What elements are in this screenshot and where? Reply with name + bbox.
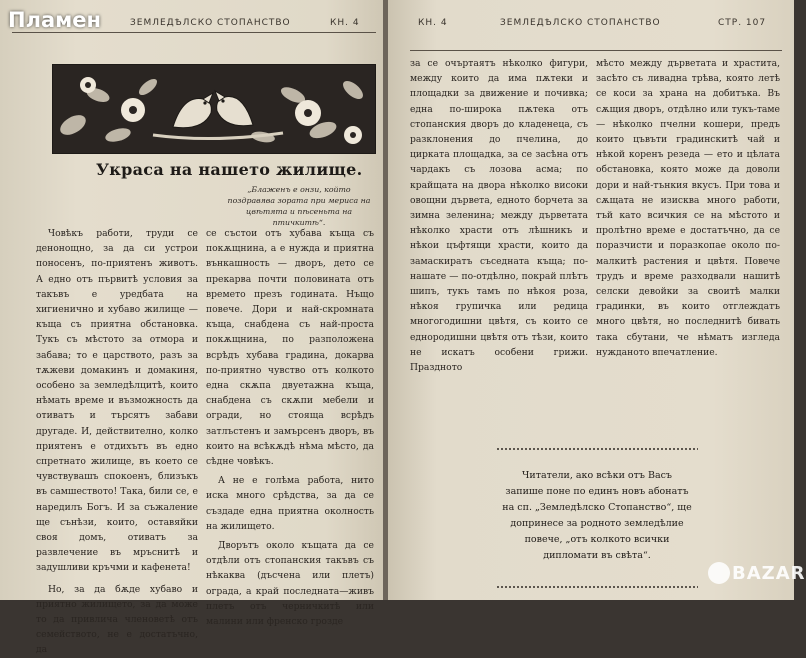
page-number: СТР. 107 (718, 18, 767, 28)
decorative-birds-illustration (52, 64, 376, 154)
paragraph: мѣсто между дърветата и храстита, засѣто съ ливадна трѣва, която летѣ се коси за храна на добитъка. Въ сѫщия дворъ, отдѣлно или тукъ-таме — нѣколко пчелни кошери, предъ които цъвъти градинскитѣ чай и нѣкой коренъ резеда — ето и цѣлата обстановка, която може да доволи дори и най-тънкия вкусъ. При това и сѫщата не изисква много работи, тъй като всичкия се на мѣстото и пролѣтно време е достатъчно, да се поразчисти и поразкопае около по-малкитѣ растения и цвѣтя. Повече трудъ и време разходвали нашитѣ селски девойки за своитѣ малки градинки, въ които отглеждатъ много цвѣтя, но последнитѣ бивать така сбутани, че нѣматъ изгледа нужданото впечатление. (596, 58, 780, 358)
subscription-notice (496, 448, 698, 588)
dotted-rule-bottom (496, 586, 698, 588)
left-issue-label: КН. 4 (330, 18, 360, 28)
left-column-2 (206, 226, 374, 629)
paragraph: се състои отъ хубава къща съ покѫщнина, а е нужда и приятна вънкашность — дворъ, дето се прекарва почти половината отъ времето презъ годината. Нъщо повече. Дори и най-скромната къща, снабдена съ най-проста покѫщнина, по разположена всрѣдъ хубава градина, докарва по-приятно чувство отъ колкото една скѫпа двуетажна къща, снабдена съ скѫпи мебели и огради, но стояща всрѣдъ затлъстенъ и замърсенъ дворъ, въ които на всѣкѫдѣ нѣма мѣсто, да сѣдне човѣкъ. (206, 228, 374, 468)
right-column-1 (410, 56, 588, 375)
bazar-logo (708, 558, 806, 588)
notice-text: Читатели, ако всѣки отъ Васъ запише поне по единъ новъ абонатъ на сп. „Земледѣлско Стопанство“, ще допринесе за родното земледѣлие повече, „отъ колкото всички дипломати въ свѣта“. (502, 470, 692, 561)
watermark-text: Пламен (8, 8, 102, 32)
right-column-2 (596, 56, 780, 360)
paragraph: А не е голѣма работа, нито иска много срѣдства, за да се създаде една приятна околность на жилището. (206, 475, 374, 532)
epigraph: „Блаженъ е онзи, който поздравява зората при мериса на цвѣтята и пѣсеньта на птичкитѣ“. (227, 185, 371, 227)
left-page (0, 0, 383, 656)
article-title: Украса на нашето жилище. (96, 160, 363, 179)
logo-text: BAZAR (732, 563, 806, 584)
header-rule (12, 32, 376, 33)
paragraph: за се очъртаятъ нѣколко фигури, между които да има пѫтеки и площадки за движение и почивка; една по-широка пѫтека отъ стопанския дворъ до кладенеца, съ разклонения до пчелина, до цирката площадка, за се засѣна отъ чардакъ съ лозова асма; по крайщата на двора нѣколко високи овощни дървета, едното борчета за зимна зеленина; между дърветата нѣколко храсти отъ лѣшникъ и нѣкои цъфтящи храсти, които да замаскиратъ съседната къща; по-нашате — по-отдѣлно, покрай плѣтъ шипъ, тукъ тамъ по нѣкоя роза, нѣкоя групичка или редица многогодишни цвѣтя, съ които се еднородишни цвѣтя отъ тѣзи, които не искатъ особени грижи. Праздното (410, 58, 588, 374)
right-running-header: ЗЕМЛЕДѢЛСКО СТОПАНСТВО (500, 18, 661, 28)
header-rule (410, 50, 782, 51)
right-issue-label: КН. 4 (418, 18, 448, 28)
logo-mark-icon (708, 562, 730, 584)
left-column-1 (36, 226, 198, 658)
paragraph: Но, за да бѫде хубаво и приятно жилището, за да може то да привлича членоветѣ отъ семейството, не е достатъчно, да (36, 583, 198, 656)
left-running-header: ЗЕМЛЕДѢЛСКО СТОПАНСТВО (130, 18, 291, 28)
paragraph: Дворътъ около къщата да се отдѣли отъ стопанския такъвъ съ нѣкаква (дъсчена или плетъ) ограда, а край последната—живъ плетъ отъ черничкитѣ или малини или френско грозде (206, 540, 374, 628)
dotted-rule-top (496, 448, 698, 450)
paragraph: Човѣкъ работи, труди се денонощно, за да си устрои поносенъ, по-приятенъ животъ. А едно отъ първитѣ условия за такъвъ е уредбата на хигиенично и хубаво жилище — къща съ приятна обстановка. Тукъ съ мѣстото за отмора и забава; то е царството, разъ за тѫжеви домакинъ и домакиня, особено за земледѣлцитѣ, които нѣмать време и възможность да отиватъ и търсятъ забави другаде. И, действително, колко приятенъ е отдихътъ въ едно спретнато жилище, въ което се чувствувашъ спокоенъ, близъкъ въ самшеството! Така, били се, е наредилъ Богъ. И за съжаление ще сънѣзи, които, оставяйки своя домъ, отиватъ за развлечение въ мръснитѣ и задушливи кръчми и кафенета! (36, 228, 198, 574)
